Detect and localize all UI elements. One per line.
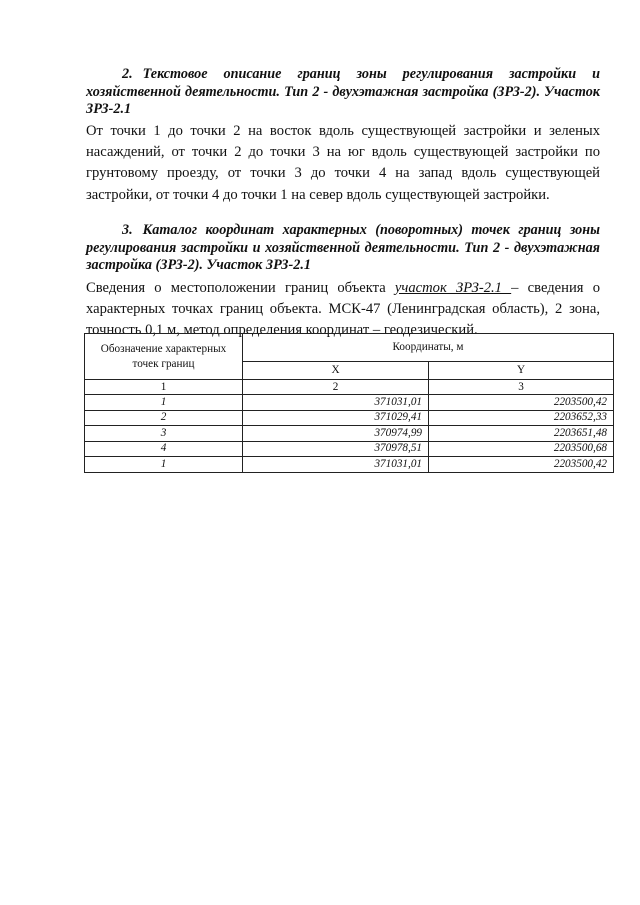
- section-2-heading: [86, 66, 600, 119]
- section-3: [86, 222, 600, 342]
- x-cell: 370974,99: [243, 426, 429, 442]
- table-row: [85, 457, 614, 473]
- boundary-description-text: От точки 1 до точки 2 на восток вдоль существующей застройки и зеленых насаждений, от точки 2 до точки 3 на юг вдоль существующей застройки по грунтовому проезду, от точки 3 до точки 4 на запад вдоль существующей застройки, от точки 4 до точки 1 на север вдоль существующей застройки.: [86, 122, 600, 203]
- section-3-heading-text: Каталог координат характерных (поворотных) точек границ зоны регулирования застройки и хозяйственной деятельности. Тип 2 - двухэтажная застройка (ЗРЗ-2). Участок ЗРЗ-2.1: [86, 222, 600, 274]
- object-name: участок ЗРЗ-2.1: [394, 279, 512, 296]
- point-designation-header: Обозначение характерных точек границ: [85, 334, 243, 380]
- table-row: [85, 426, 614, 442]
- x-cell: 371031,01: [243, 395, 429, 411]
- coordinates-header: Координаты, м: [243, 334, 614, 362]
- column-number: 1: [85, 380, 243, 395]
- table-row: [85, 441, 614, 457]
- x-cell: 370978,51: [243, 441, 429, 457]
- section-2-number: 2.: [122, 66, 133, 82]
- y-cell: 2203500,42: [429, 457, 614, 473]
- coordinates-table: [84, 333, 614, 473]
- column-numbers-row: [85, 380, 614, 395]
- point-cell: 4: [85, 441, 243, 457]
- section-3-heading: [86, 222, 600, 275]
- y-cell: 2203500,68: [429, 441, 614, 457]
- info-text-after: – сведения о характерных точках границ объекта. МСК-47 (Ленинградская область), 2 зона, точность 0,1 м, метод определения координат – геодезический.: [86, 279, 600, 339]
- info-text-before: Сведения о местоположении границ объекта: [86, 279, 395, 296]
- y-cell: 2203652,33: [429, 410, 614, 426]
- y-header: Y: [429, 362, 614, 380]
- y-cell: 2203500,42: [429, 395, 614, 411]
- table-row: [85, 395, 614, 411]
- point-cell: 1: [85, 457, 243, 473]
- y-cell: 2203651,48: [429, 426, 614, 442]
- column-number: 2: [243, 380, 429, 395]
- document-page: [86, 66, 600, 342]
- section-2-heading-text: Текстовое описание границ зоны регулирования застройки и хозяйственной деятельности. Тип 2 - двухэтажная застройка (ЗРЗ-2). Участок ЗРЗ-2.1: [86, 66, 600, 117]
- point-cell: 2: [85, 410, 243, 426]
- point-cell: 1: [85, 395, 243, 411]
- point-cell: 3: [85, 426, 243, 442]
- table-row: [85, 410, 614, 426]
- x-cell: 371031,01: [243, 457, 429, 473]
- section-3-number: 3.: [122, 222, 133, 239]
- column-number: 3: [429, 380, 614, 395]
- x-header: X: [243, 362, 429, 380]
- x-cell: 371029,41: [243, 410, 429, 426]
